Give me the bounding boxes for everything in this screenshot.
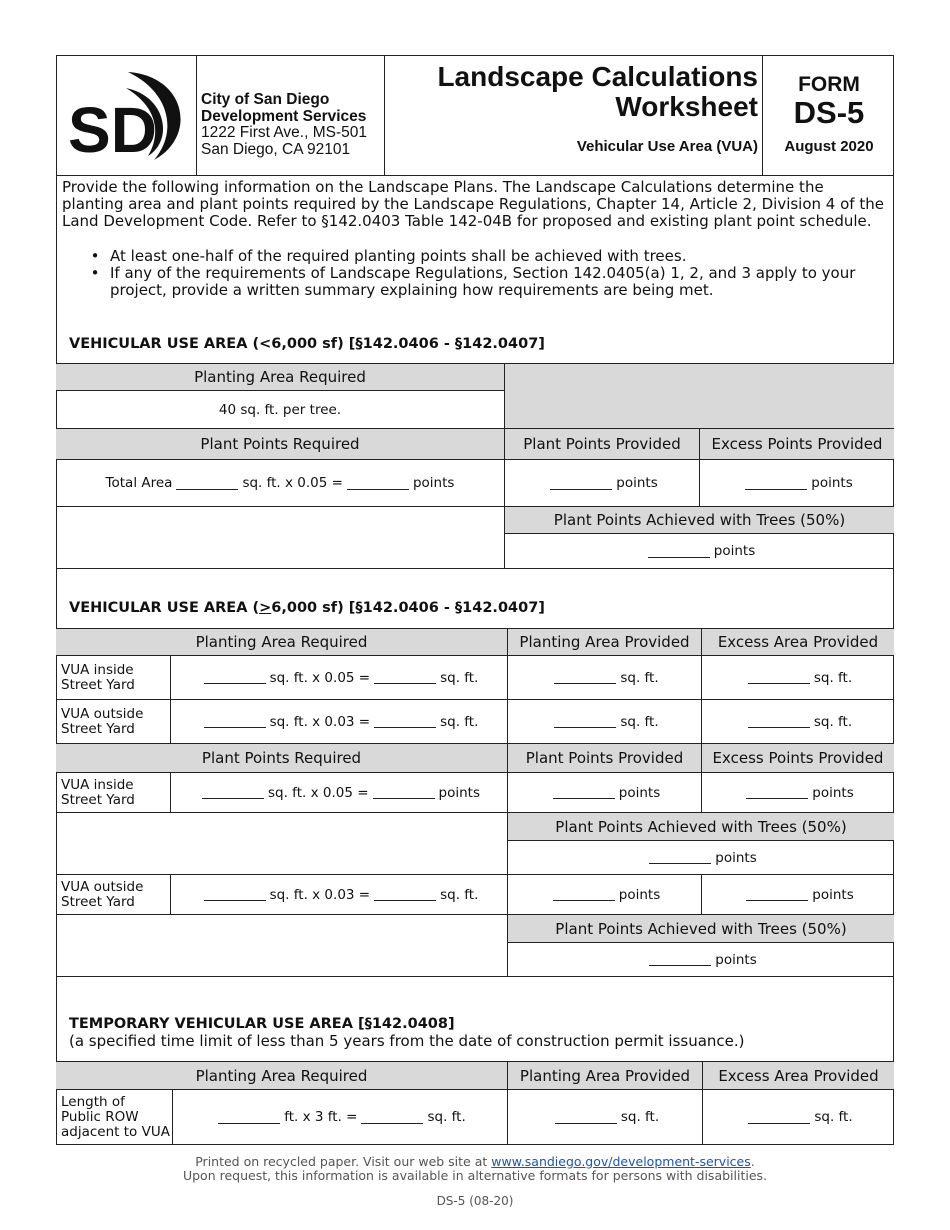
- s2-inside-excess-area: [701, 656, 894, 700]
- bullet-text-1: At least one-half of the required planting points shall be achieved with trees.: [110, 247, 687, 265]
- s3-sqft-unit: sq. ft.: [620, 1109, 660, 1125]
- logo-lettering: SD: [68, 94, 157, 166]
- s3-required-area-input[interactable]: [361, 1111, 423, 1124]
- s1-points-unit: points: [811, 475, 853, 491]
- s2-vua-outside-points-label: [56, 875, 171, 915]
- s2-vua-inside-label: [56, 656, 171, 700]
- city-logo: [66, 66, 186, 166]
- s2-vua-outside-l1: VUA outside: [61, 878, 144, 895]
- s3-planting-area-required-header: Planting Area Required: [56, 1061, 507, 1090]
- s2-sqft-unit: sq. ft.: [620, 713, 659, 730]
- s1-excess-points-input[interactable]: [745, 477, 807, 490]
- footer: [0, 1155, 950, 1209]
- s2-inside-area-input[interactable]: [204, 671, 266, 684]
- section3-subtitle: (a specified time limit of less than 5 years from the date of construction permit issuance.): [69, 1032, 745, 1050]
- s3-row-label-l1: Length of: [61, 1093, 125, 1110]
- s3-area-provided-input[interactable]: [555, 1111, 617, 1124]
- s2-inside-achieved-trees-input[interactable]: [649, 851, 711, 864]
- s2-points-unit: points: [715, 849, 757, 866]
- s2-inside-excess-points: [701, 773, 894, 813]
- s1-plant-points-provided-header: Plant Points Provided: [504, 428, 699, 460]
- s3-sqft-unit: sq. ft.: [814, 1109, 853, 1125]
- header-divider-1: [196, 55, 197, 176]
- s2-outside-excess-area: [701, 700, 894, 744]
- s1-achieved-trees-input[interactable]: [648, 545, 710, 558]
- s2-excess-points-provided-header: Excess Points Provided: [701, 744, 894, 773]
- s2-inside-area-provided-input[interactable]: [554, 671, 616, 684]
- s3-area-provided: [507, 1090, 702, 1144]
- s2-inside-points-provided-input[interactable]: [553, 786, 615, 799]
- s2-vua-inside-l2: Street Yard: [61, 791, 135, 808]
- s2-inside-points-required-input[interactable]: [373, 786, 435, 799]
- form-label: FORM: [798, 73, 860, 96]
- s2-title-ge: >: [259, 600, 272, 616]
- s2-planting-area-required-header: Planting Area Required: [56, 628, 507, 656]
- s3-length-input[interactable]: [218, 1111, 280, 1124]
- s2-sqft-unit: sq. ft.: [440, 713, 479, 730]
- footer-line2: Upon request, this information is available in alternative formats for persons with disabilities.: [182, 1167, 768, 1183]
- s1-points-provided-cell: [504, 460, 699, 507]
- section1-title: VEHICULAR USE AREA (<6,000 sf) [§142.0406 - §142.0407]: [69, 336, 545, 352]
- form-number: DS-5: [793, 95, 865, 130]
- s2-sqft-unit: sq. ft.: [440, 669, 479, 686]
- s2-vua-outside-l2: Street Yard: [61, 893, 135, 910]
- s3-excess-area: [702, 1090, 894, 1144]
- s2-outside-excess-area-input[interactable]: [748, 715, 810, 728]
- bullet-text-2: If any of the requirements of Landscape Regulations, Section 142.0405(a) 1, 2, and 3 apply to your project, provide a written summary explaining how requirements are being met.: [110, 264, 856, 299]
- s1-points-unit: points: [713, 543, 756, 559]
- s2-inside-points-provided: [507, 773, 701, 813]
- s1-total-area-row: [56, 460, 504, 507]
- s2-outside-points-required-input[interactable]: [374, 888, 436, 901]
- section3-title: TEMPORARY VEHICULAR USE AREA [§142.0408]: [69, 1016, 455, 1032]
- s2-outside-required-input[interactable]: [374, 715, 436, 728]
- s2-outside-area-calc: [171, 700, 507, 744]
- org-block: [201, 92, 383, 158]
- s2-points-unit: points: [438, 784, 480, 801]
- s2-vua-inside-l1: VUA inside: [61, 661, 134, 678]
- s2-vua-outside-l2: Street Yard: [61, 720, 135, 737]
- footer-recycled-text: Printed on recycled paper. Visit our web site at: [195, 1154, 488, 1169]
- s2-vua-inside-l2: Street Yard: [61, 676, 135, 693]
- s2-inside-points-area-input[interactable]: [202, 786, 264, 799]
- org-line2: Development Services: [201, 107, 367, 125]
- s2-excess-area-provided-header: Excess Area Provided: [701, 628, 894, 656]
- s2-vua-outside-l1: VUA outside: [61, 705, 144, 722]
- s1-achieved-trees-header: Plant Points Achieved with Trees (50%): [504, 507, 894, 534]
- s2-vua-inside-l1: VUA inside: [61, 776, 134, 793]
- page-title-line2: Worksheet: [615, 91, 758, 122]
- s1-plant-points-required-header: Plant Points Required: [56, 428, 504, 460]
- page-subtitle: Vehicular Use Area (VUA): [576, 138, 758, 155]
- address-line1: 1222 First Ave., MS-501: [201, 124, 367, 141]
- footer-line1: [0, 1155, 950, 1169]
- s2-outside-points-provided-input[interactable]: [553, 888, 615, 901]
- s2-outside-excess-points-input[interactable]: [746, 888, 808, 901]
- intro-paragraph: Provide the following information on the Landscape Plans. The Landscape Calculations determine the planting area and plant points required by the Landscape Regulations, Chapter 14, Article 2, Division 4 of the Land Development Code. Refer to §142.0403 Table 142-04B for proposed and existing plant point schedule.: [62, 178, 884, 230]
- s1-excess-points-provided-header: Excess Points Provided: [699, 428, 894, 460]
- s3-sqft-unit: sq. ft.: [427, 1109, 466, 1125]
- s2-title-prefix: VEHICULAR USE AREA (: [69, 600, 260, 616]
- s1-total-area-input[interactable]: [176, 477, 238, 490]
- s2-inside-area-provided: [507, 656, 701, 700]
- bullet-item: • If any of the requirements of Landscape Regulations, Section 142.0405(a) 1, 2, and 3 apply to your project, provide a written summary explaining how requirements are being met.: [80, 265, 890, 299]
- s2-outside-achieved-trees-header: Plant Points Achieved with Trees (50%): [507, 915, 894, 943]
- s2-bottom-rule: [56, 976, 894, 977]
- s3-row-label-l3: adjacent to VUA: [61, 1123, 170, 1140]
- s2-sqft-unit: sq. ft.: [440, 886, 479, 903]
- s2-outside-area-provided-input[interactable]: [554, 715, 616, 728]
- s3-excess-area-provided-header: Excess Area Provided: [702, 1061, 894, 1090]
- s2-sqft-unit: sq. ft.: [813, 669, 853, 686]
- s2-inside-area-calc: [171, 656, 507, 700]
- s3-area-calc: [173, 1090, 507, 1144]
- s1-points-unit: points: [412, 475, 455, 491]
- s2-inside-mult: sq. ft. x 0.05 =: [269, 669, 371, 686]
- s2-outside-achieved-trees-input[interactable]: [649, 953, 711, 966]
- footer-form-code: DS-5 (08-20): [436, 1194, 514, 1208]
- s2-vua-outside-label: [56, 700, 171, 744]
- s2-title-suffix: 6,000 sf) [§142.0406 - §142.0407]: [271, 600, 545, 616]
- intro-bullets: [80, 248, 890, 299]
- s3-row-label: [56, 1090, 173, 1144]
- s1-per-tree: 40 sq. ft. per tree.: [218, 401, 342, 418]
- header-divider-3: [762, 55, 763, 176]
- s2-planting-area-provided-header: Planting Area Provided: [507, 628, 701, 656]
- s2-outside-area-input[interactable]: [204, 715, 266, 728]
- s2-points-unit: points: [812, 784, 854, 801]
- section2-title: [69, 600, 545, 616]
- s1-bottom-rule: [56, 568, 894, 569]
- s2-points-unit: points: [618, 886, 661, 903]
- s3-excess-area-input[interactable]: [748, 1111, 810, 1124]
- s3-row-label-l2: Public ROW: [61, 1108, 139, 1125]
- s2-points-unit: points: [812, 886, 854, 903]
- s1-total-area-label: Total Area: [105, 475, 173, 491]
- header-divider-2: [384, 55, 385, 176]
- s2-inside-points-mult: sq. ft. x 0.05 =: [268, 784, 369, 801]
- title-block: [386, 62, 758, 155]
- s2-outside-points-calc: [171, 875, 507, 915]
- s1-points-provided-input[interactable]: [550, 477, 612, 490]
- s1-required-points-input[interactable]: [347, 477, 409, 490]
- s2-outside-achieved-trees-cell: [507, 943, 894, 976]
- s1-achieved-trees-cell: [504, 534, 894, 568]
- s2-inside-achieved-trees-cell: [507, 841, 894, 875]
- s2-plant-points-required-header: Plant Points Required: [56, 744, 507, 773]
- s2-outside-points-area-input[interactable]: [204, 888, 266, 901]
- form-id-block: [764, 74, 894, 155]
- s2-sqft-unit: sq. ft.: [620, 669, 659, 686]
- s2-outside-points-provided: [507, 875, 701, 915]
- address-line2: San Diego, CA 92101: [201, 140, 351, 158]
- s2-inside-required-input[interactable]: [374, 671, 436, 684]
- footer-website-link[interactable]: www.sandiego.gov/development-services: [491, 1154, 751, 1169]
- section3-heading: [69, 1016, 745, 1050]
- s1-planting-area-required-header: Planting Area Required: [56, 363, 504, 391]
- s2-inside-excess-area-input[interactable]: [748, 671, 810, 684]
- bullet-item: • At least one-half of the required planting points shall be achieved with trees.: [90, 247, 687, 265]
- s1-excess-points-cell: [699, 460, 894, 507]
- s2-outside-area-provided: [507, 700, 701, 744]
- s2-inside-points-calc: [171, 773, 507, 813]
- footer-period: .: [750, 1154, 755, 1169]
- s2-vua-inside-points-label: [56, 773, 171, 813]
- s2-outside-excess-points: [701, 875, 894, 915]
- s2-inside-blank-block: [56, 813, 507, 875]
- s2-inside-achieved-trees-header: Plant Points Achieved with Trees (50%): [507, 813, 894, 841]
- s1-total-area-mult: sq. ft. x 0.05 =: [242, 475, 343, 491]
- s3-ft-mult: ft. x 3 ft. =: [284, 1109, 358, 1125]
- page-title-line1: Landscape Calculations: [437, 61, 758, 92]
- s2-inside-excess-points-input[interactable]: [746, 786, 808, 799]
- s2-sqft-unit: sq. ft.: [813, 713, 853, 730]
- s2-points-unit: points: [715, 951, 757, 968]
- form-date: August 2020: [784, 138, 874, 155]
- s2-outside-points-mult: sq. ft. x 0.03 =: [269, 886, 371, 903]
- s1-shaded-block: [504, 363, 894, 428]
- org-line1: City of San Diego: [201, 91, 330, 108]
- s2-plant-points-provided-header: Plant Points Provided: [507, 744, 701, 773]
- s2-outside-mult: sq. ft. x 0.03 =: [269, 713, 371, 730]
- s3-planting-area-provided-header: Planting Area Provided: [507, 1061, 702, 1090]
- s2-points-unit: points: [618, 784, 661, 801]
- s1-points-unit: points: [616, 475, 658, 491]
